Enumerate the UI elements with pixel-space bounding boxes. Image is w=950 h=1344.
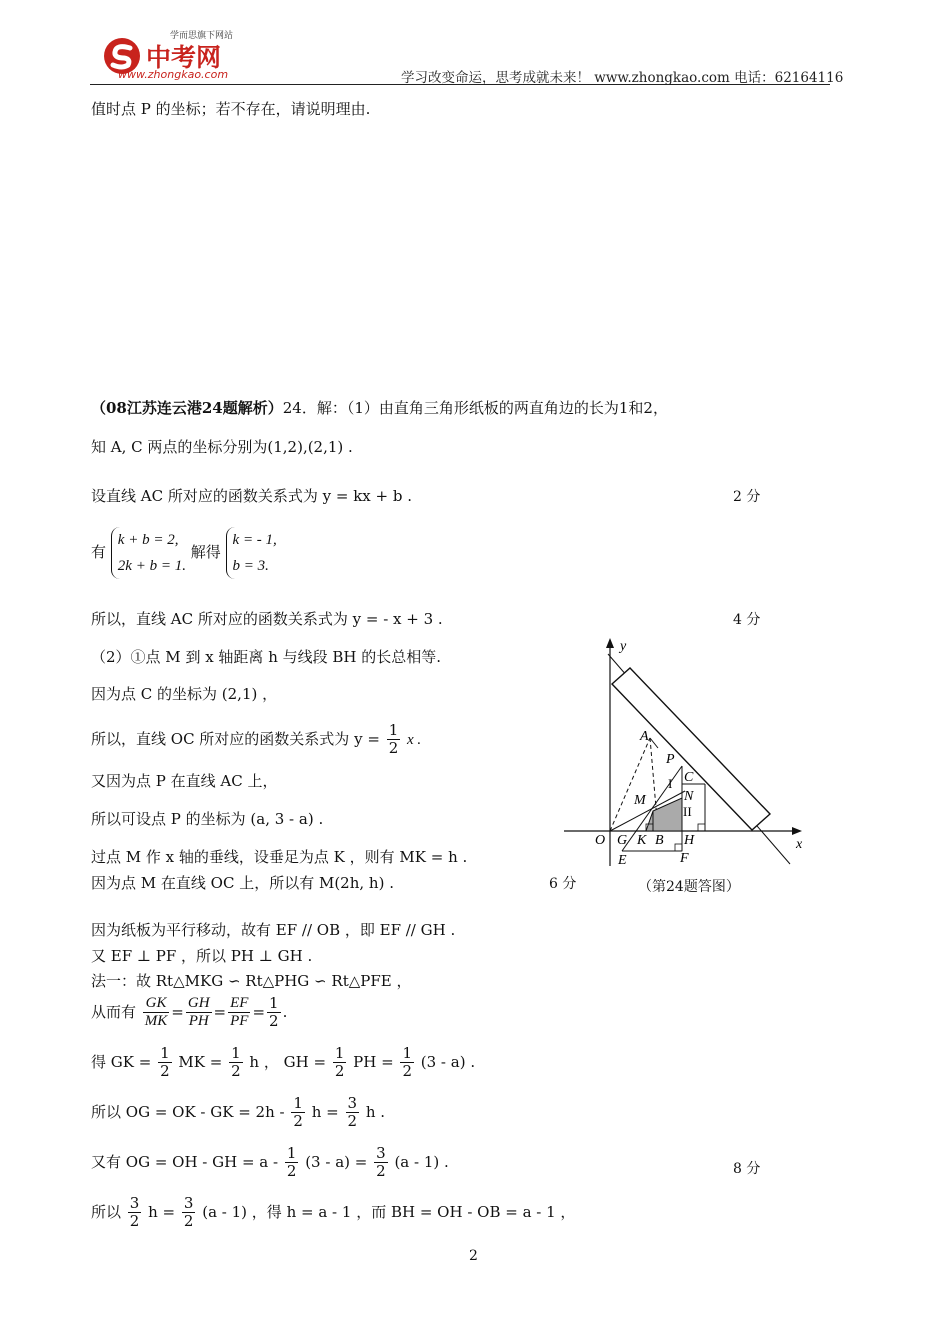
- equation-system-2: [226, 527, 277, 579]
- figure-caption: （第24题答图）: [638, 879, 740, 895]
- fraction-half: $\frac{1}{2}$: [286, 1144, 297, 1181]
- line-m-on-oc: 因为点 M 在直线 OC 上，所以有 M(2h, h) .: [91, 874, 394, 892]
- line-point-c: 因为点 C 的坐标为 (2,1) ，: [91, 685, 278, 703]
- fraction-three-halves: $\frac{3}{2}$: [183, 1194, 194, 1231]
- line-og-2: 又有 OG = OH - GH = a - $\frac{1}{2}$ (3 - a) = $\frac{3}{2}$ (a - 1) .: [91, 1144, 449, 1181]
- system-eq-1: k + b = 2,: [117, 532, 179, 548]
- line-og-1: 所以 OG = OK - GK = 2h - $\frac{1}{2}$ h = $\frac{3}{2}$ h .: [91, 1094, 386, 1131]
- label-n: N: [684, 789, 694, 804]
- right-angle-f: [675, 844, 682, 851]
- solution-source-tag: （08江苏连云港24题解析）: [91, 399, 283, 417]
- fraction-half: $\frac{1}{2}$: [269, 994, 279, 1031]
- fraction-half: $\frac{1}{2}$: [388, 721, 399, 758]
- solution-intro: 24．解：（1）由直角三角形纸板的两直角边的长为1和2，: [282, 399, 668, 417]
- line-oc-function: [91, 722, 421, 758]
- score-6: 6 分: [549, 876, 577, 892]
- fraction-half: $\frac{1}{2}$: [334, 1044, 345, 1081]
- logo-slogan: 学而思旗下网站: [170, 31, 234, 41]
- line-ac-function: 所以，直线 AC 所对应的函数关系式为 y = - x + 3 .: [91, 610, 443, 628]
- score-8: 8 分: [733, 1161, 761, 1177]
- label-f: F: [680, 851, 689, 866]
- line-ratio: 从而有 $\frac{GK}{MK}$ = $\frac{GH}{PH}$ = $\frac{EF}{PF}$ = $\frac{1}{2}$ .: [91, 994, 288, 1031]
- header-motto: 学习改变命运，思考成就未来！ www.zhongkao.com 电话：62164116: [401, 70, 844, 86]
- shaded-region: [646, 798, 682, 831]
- system-eq-2: 2k + b = 1.: [117, 558, 186, 574]
- system-eq-4: b = 3.: [232, 558, 269, 574]
- fraction-ef-pf: $\frac{EF}{PF}$: [230, 995, 249, 1030]
- line-oa-dashed: [610, 738, 650, 831]
- line-conclusion: 所以 $\frac{3}{2}$ h = $\frac{3}{2}$ (a - 1) ，得 h = a - 1 ，而 BH = OH - OB = a - 1 ，: [91, 1194, 576, 1231]
- score-4: 4 分: [733, 612, 761, 628]
- fraction-three-halves: $\frac{3}{2}$: [376, 1144, 386, 1181]
- logo-url: www.zhongkao.com: [118, 68, 229, 81]
- line-perp-ph: 又 EF ⊥ PF ，所以 PH ⊥ GH .: [91, 947, 313, 965]
- oc-function-suffix: x .: [407, 731, 422, 748]
- line-part2: （2）①点 M 到 x 轴距离 h 与线段 BH 的长总相等.: [91, 648, 442, 666]
- system-prefix: 有: [91, 543, 107, 561]
- equation-system-1: [111, 527, 186, 579]
- line-perpendicular: 过点 M 作 x 轴的垂线，设垂足为点 K ，则有 MK = h .: [91, 848, 468, 866]
- label-k: K: [637, 833, 647, 848]
- line-points-ac: 知 A, C 两点的坐标分别为(1,2),(2,1) .: [91, 438, 353, 456]
- fraction-half: $\frac{1}{2}$: [293, 1094, 303, 1131]
- line-p-coord: 所以可设点 P 的坐标为 (a, 3 - a) .: [91, 810, 324, 828]
- label-x: x: [796, 837, 803, 852]
- label-c: C: [684, 770, 694, 785]
- line-system: [91, 527, 277, 579]
- fraction-three-halves: $\frac{3}{2}$: [347, 1094, 358, 1131]
- label-p: P: [666, 752, 675, 767]
- label-region-ii: II: [683, 804, 692, 819]
- system-solved-label: 解得: [190, 543, 221, 561]
- fraction-gh-ph: $\frac{GH}{PH}$: [187, 995, 210, 1030]
- site-logo[interactable]: [100, 22, 250, 82]
- fraction-gk-mk: $\frac{GK}{MK}$: [144, 995, 168, 1030]
- label-b: B: [655, 833, 664, 848]
- line-parallel: 因为纸板为平行移动，故有 EF // OB ，即 EF // GH .: [91, 921, 456, 939]
- fraction-three-halves: $\frac{3}{2}$: [129, 1194, 140, 1231]
- label-e: E: [618, 853, 627, 868]
- logo-name: 中考网: [146, 43, 222, 72]
- x-axis-arrow: [792, 827, 802, 835]
- header-divider: [90, 84, 830, 85]
- label-m: M: [634, 793, 646, 808]
- label-region-i: I: [668, 776, 673, 791]
- label-y: y: [620, 639, 627, 654]
- oc-function-prefix: 所以，直线 OC 所对应的函数关系式为 y =: [91, 729, 380, 748]
- label-a: A: [640, 729, 649, 744]
- fraction-half: $\frac{1}{2}$: [231, 1044, 241, 1081]
- label-o: O: [595, 833, 606, 848]
- score-2: 2 分: [733, 489, 761, 505]
- geometry-figure: [560, 636, 820, 871]
- line-question-tail: 值时点 P 的坐标；若不存在，请说明理由.: [91, 100, 371, 118]
- y-axis-arrow: [606, 638, 614, 648]
- line-gk-gh: 得 GK = $\frac{1}{2}$ MK = $\frac{1}{2}$ h ， GH = $\frac{1}{2}$ PH = $\frac{1}{2}$ (3 - a) .: [91, 1044, 476, 1081]
- label-h: H: [684, 833, 695, 848]
- system-eq-3: k = - 1,: [232, 532, 277, 548]
- label-g: G: [617, 833, 628, 848]
- page-number: 2: [469, 1248, 478, 1264]
- line-set-ac: 设直线 AC 所对应的函数关系式为 y = kx + b .: [91, 487, 412, 505]
- fraction-half: $\frac{1}{2}$: [160, 1044, 170, 1081]
- line-similar: 法一：故 Rt△MKG ∽ Rt△PHG ∽ Rt△PFE ，: [91, 972, 412, 990]
- right-angle-c: [698, 824, 705, 831]
- fraction-half: $\frac{1}{2}$: [402, 1044, 412, 1081]
- line-solution-heading: [91, 397, 668, 418]
- line-p-on-ac: 又因为点 P 在直线 AC 上，: [91, 772, 278, 790]
